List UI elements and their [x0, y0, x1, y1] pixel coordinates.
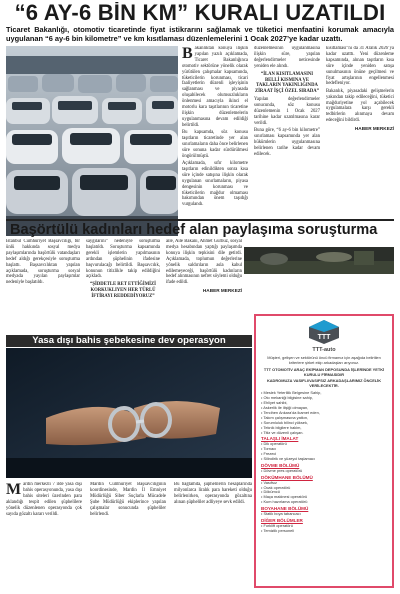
article2-photo: [244, 247, 394, 274]
ad-position: • Statik boya tabancacı: [261, 512, 387, 517]
ad-requirement: • Tercihen Ankara’da ikamet eden,: [261, 411, 387, 416]
ad-position: • Vasıfsız: [261, 481, 387, 486]
article2-column-2: [86, 239, 160, 335]
article1-column-1: Bakanlıktan konuya ilişkin yapılan yazılı açıklamada, Ticaret Bakanlığınca otomotiv sektörüne yönelik olarak yürütülen çalışmalar kapsamında, tüketicilerin korunması, ticari faaliyetlerin düzenli işleyişinin sağlanması ve piyasada oluşabilecek olumsuzlukların önlenmesi amacıyla ikinci el motorlu kara taşıtlarının ticaretine ilişkin düzenlemelerin uygulanmasına devam edildiği belirtildi. Bu kapsamda, söz konusu taşıtların ticaretinde yer alan sınırlamaların daha önce belirlenen süre sonuna kadar sürdürülmesi öngörülmüştü. Açıklamada, sıfır kilometre taşıtların edinildikten sonra kısa süre içinde satışına ilişkin olarak uygulanan sınırlamaların, piyasa dengesinin korunması ve tüketicilerin mağdur olmaması bakımından önem taşıdığı vurgulandı.: [182, 46, 248, 208]
svg-text:TTT: TTT: [317, 334, 331, 341]
article1-subheading: “İLAN KISITLAMASINI BELLİ KISMINA VE TAKLARIN YAKINLIĞINDA ZİRAAT İŞÇİ ÖZEL SIRADA”: [254, 71, 320, 95]
article1-paragraph: Bakanlık, piyasadaki gelişmelerin yakından takip edileceğini, tüketici mağduriyetine yol açabilecek uygulamalara karşı gerekli tedbirlerin alınmaya devam edeceğini bildirdi.: [326, 88, 394, 124]
article2-headline: Başörtülü kadınları hedef alan paylaşıma soruşturma: [10, 222, 378, 238]
ad-requirement: • Oto mekaniği bilgisine sahip,: [261, 396, 387, 401]
ad-section-list: [261, 442, 387, 462]
ad-requirement: • Ehliyet sahibi,: [261, 401, 387, 406]
article1-column-2: [254, 46, 320, 236]
ad-position: • Silindirik ve yüzeyci taşlamacı: [261, 457, 387, 462]
article1-column-3: [326, 46, 394, 236]
article3-column-1: Mardin merkezli 7 ilde yasa dışı bahis operasyonunda, yasa dışı bahis siteleri üzerinden para aklandığı tespit edilen şüphelilere yönelik düzenlenen operasyonda çok sayıda gözaltı kararı verildi.: [6, 482, 82, 517]
ad-position: • Frezeci: [261, 452, 387, 457]
article1-paragraph: düzenlemesinin uygulanmasına ilişkin süre, yapılan değerlendirmeler neticesinde yeniden ele alındı.: [254, 46, 320, 69]
article2-column-1: [6, 239, 80, 335]
ad-position: • Dövme pres operatörü: [261, 469, 387, 474]
ad-section-list: [261, 524, 387, 534]
ad-brand-name: TTT-auto: [312, 346, 336, 353]
article2-body: [6, 239, 242, 336]
article3-headline: Yasa dışı bahis şebekesine dev operasyon: [6, 335, 252, 347]
ad-requirement: • Teknik bilgilere hakim,: [261, 426, 387, 431]
article2-signature: HABER MERKEZİ: [202, 287, 242, 293]
article2-subheading: “ŞİDDETLE RET ETTİĞİMİZİ KORKUKLIYEN HER TÜRLÜ İFTİRAYI REDDEDİYORUZ”: [90, 282, 156, 300]
ad-position: • Dökümcü: [261, 490, 387, 495]
ad-section-heading: TALAŞLI İMALAT: [261, 436, 299, 442]
ad-section-heading: DÖVME BÖLÜMÜ: [261, 462, 300, 468]
article3-column-3: [174, 482, 252, 588]
ad-section-heading: DİĞER BÖLÜMLER: [261, 518, 303, 523]
article1-paragraph: kısıtlaması”nı da 31 Aralık 2026’ya kadar uzatttı. Yeni düzenleme kapsamında, alınan taşıtların kısa süre içinde yeniden satışa sunulmasının önüne geçilmesi ve fiyat artışlarının engellenmesi hedefleniyor.: [326, 46, 394, 87]
article1-paragraph: Açıklamada, sıfır kilometre taşıtların edinildikten sonra kısa süre içinde satışına ilişkin olarak uygulanan sınırlamaların, piyasa dengesinin korunması ve tüketicilerin mağdur olmaması bakımından önem taşıdığı vurgulandı.: [182, 161, 248, 208]
ad-section-heading: DÖKÜMHANE BÖLÜMÜ: [261, 474, 313, 480]
job-advertisement: [254, 314, 394, 588]
article2-paragraph: saygılarını” nedeniyle soruşturma başlatıldı. Soruşturma kapsamında gerekli işlemlerin yapılmasının ardından şüphelinin ifadesine başvurulacağı belirtildi. Başsavcılık, konunun titizlikle takip edildiğini açıkladı.: [86, 239, 160, 280]
ad-title: KADROMUZA VASIFLI/VASIFSIZ ARKADAŞLARIMIZ ÖNCELİK VERİLECEKTİR.: [266, 378, 382, 389]
ad-section-heading: BOYAHANE BÖLÜMÜ: [261, 506, 309, 512]
article1-headline: “6 AY-6 BİN KM” KURALI UZATILDI: [14, 2, 386, 24]
article1-paragraph: akanlıktan konuya ilişkin yapılan yazılı açıklamada, Ticaret Bakanlığınca otomotiv sektörüne yönelik olarak yürütülen çalışmalar kapsamında, tüketicilerin korunması, ticari faaliyetlerin düzenli işleyişinin sağlanması ve piyasada oluşabilecek olumsuzlukların önlenmesi amacıyla ikinci el motorlu kara taşıtlarının ticaretine ilişkin düzenlemelerin uygulanmasına devam edildiği belirtildi.: [182, 46, 248, 128]
ttt-auto-logo: [299, 319, 349, 347]
ad-position: • Forklift operatörü: [261, 524, 387, 529]
article2-paragraph: aile, Aile Bakanı, Ahmet Gürbüz, sosyal medya hesabından yaptığı paylaşımda konuya ilişkin tepkisini dile getirdi. Açıklamada, toplumun değerlerine yönelik saldırıların asla kabul edilemeyeceği, başörtülü kadınların hedef alınmasının nefret söylemi olduğu ifade edildi.: [166, 239, 242, 286]
ad-section-list: [261, 481, 387, 506]
article3-column-2: [90, 482, 166, 588]
ad-requirement: • Takım çalışmasına yatkın,: [261, 416, 387, 421]
section-divider: [6, 219, 394, 221]
article1-body: [182, 46, 394, 236]
ad-requirement: • Meslek Yeterlilik Belgesine Sahip,: [261, 391, 387, 396]
article2-paragraph: İstanbul Cumhuriyet Başsavcılığı, bir ünlü hakkında sosyal medya paylaşımlarında başörtülü vatandaşları hedef aldığı gerekçesiyle soruşturma başlattı. Başsavcılıktan yapılan açıklamada, soruşturma sosyal medyada yayılan paylaşımlar nedeniyle başlatıldı.: [6, 239, 80, 286]
ad-requirement: • Askerlik ile ilişiği olmayan,: [261, 406, 387, 411]
ad-requirement: • Titiz ve düzenli çalışan.: [261, 431, 387, 436]
ad-position: • Tornacı: [261, 447, 387, 452]
article1-deck: Ticaret Bakanlığı, otomotiv ticaretinde fiyat istikrarını sağlamak ve tüketici menfaatini korumak amacıyla uygulanan “6 ay-6 bin kilometre” ve km kısıtlaması düzenlemelerini 1 Ocak 2027’ye kadar uzattı.: [6, 25, 394, 43]
ad-position: • Temizlik personeli: [261, 529, 387, 534]
ad-position: • Maça makinesi operatörü: [261, 495, 387, 500]
article1-signature: HABER MERKEZİ: [354, 125, 394, 131]
ad-position: • Kum hazırlama operatörü: [261, 500, 387, 505]
ad-position: • Ocak operatörü: [261, 486, 387, 491]
ad-requirements-list: [261, 391, 387, 435]
ad-position: • Dik operatörü: [261, 442, 387, 447]
ad-section-list: [261, 469, 387, 474]
article1-paragraph: Yapılan değerlendirmeler sonucunda, söz konusu düzenlemenin 1 Ocak 2027 tarihine kadar uzatılmasına karar verildi.: [254, 97, 320, 126]
ad-company: TTT OTOMOTİV ARAÇ EKİPMAN DEPOSUNDA İŞLERİNDE YETKİ KURULU FİRMASIDIR: [263, 366, 385, 377]
article3-body: [6, 482, 252, 590]
ad-intro: Müşteri, gelişen ve sektörünü öncü firmamız için aşağıda belirtilen kriterlere şirket ekip arkadaşları arıyoruz.: [267, 354, 381, 365]
parked-cars-photo: [6, 46, 178, 236]
handcuffs-photo: [6, 348, 252, 478]
ad-requirement: • Sorumluluk bilinci yüksek,: [261, 421, 387, 426]
article3-paragraph: Mardin Cumhuriyet Başsavcılığının koordinesinde, Mardin İl Emniyet Müdürlüğü Siber Suçlarla Mücadele Şube Müdürlüğü ekiplerince yapılan çalışmalar sonucunda şüpheliler belirlendi.: [90, 482, 166, 517]
article2-column-3: [166, 239, 242, 335]
ad-section-list: [261, 512, 387, 517]
article1-paragraph: Bu kapsamda, söz konusu taşıtların ticaretinde yer alan sınırlamaların daha önce belirlenen süre sonuna kadar sürdürülmesi öngörülmüştü.: [182, 130, 248, 159]
article3-paragraph: ardin merkezli 7 ilde yasa dışı bahis operasyonunda, yasa dışı bahis siteleri üzerinden para aklandığı tespit edilen şüphelilere yönelik düzenlenen operasyonda çok sayıda gözaltı kararı verildi.: [6, 482, 82, 517]
article1-paragraph: Buna göre, “6 ay-6 bin kilometre” sınırlaması kapsamında yer alan hükümlerin uygulanmasına belirlenen tarihe kadar devam edilecek.: [254, 128, 320, 157]
article3-paragraph: Bu bağlamda, şüphelilerin hesaplarında milyonlarca liralık para hareketi olduğu belirlenirken, operasyonda gözaltına alınan şüpheliler adliyeye sevk edildi.: [174, 482, 252, 505]
